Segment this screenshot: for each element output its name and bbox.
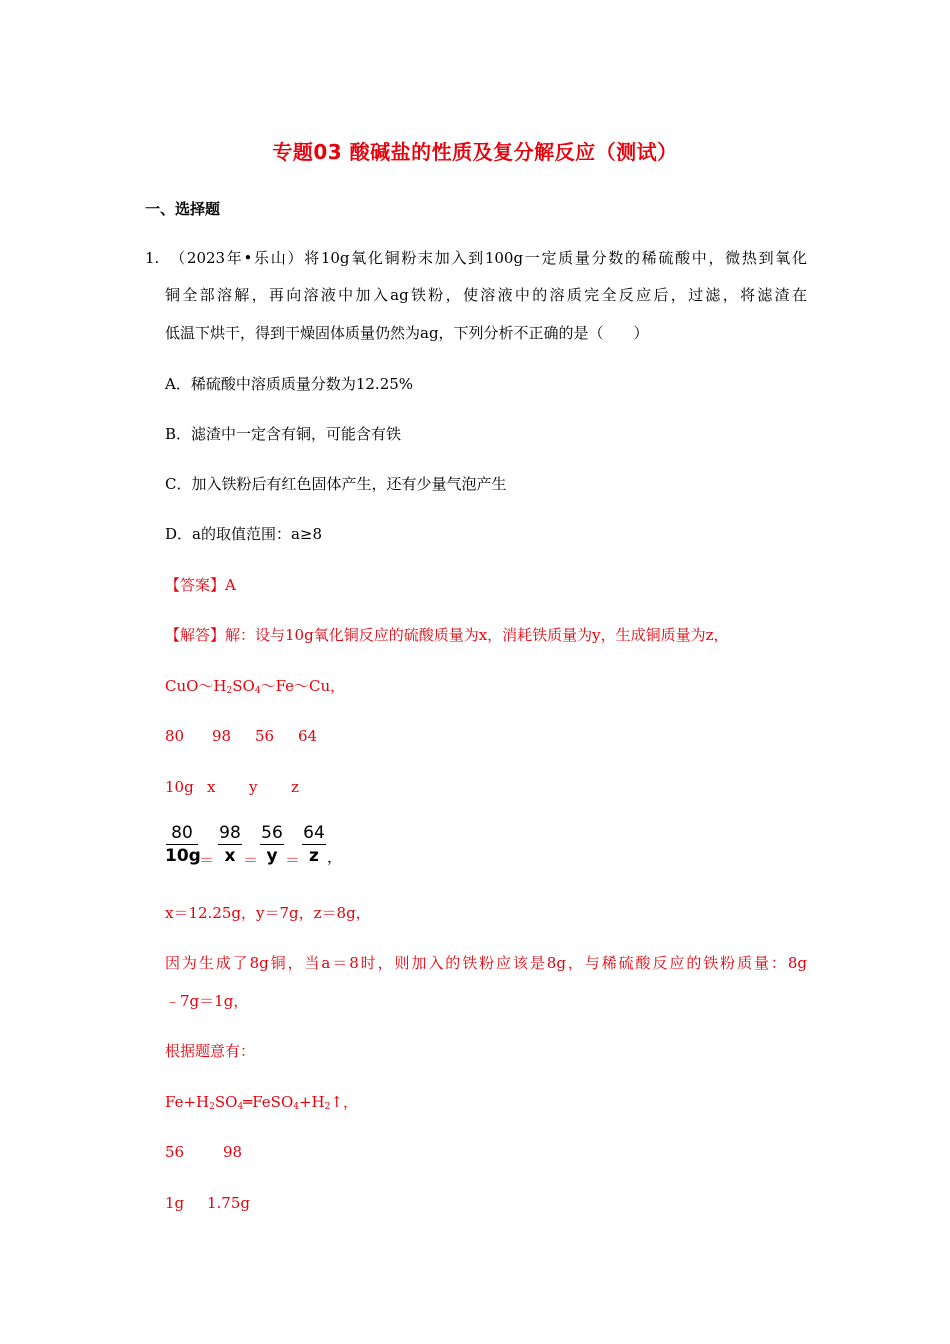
fraction-2 — [217, 822, 243, 867]
unknown-z: z — [291, 778, 299, 796]
value-fe: 1g — [165, 1194, 185, 1212]
mass-h2so4-2: 98 — [223, 1143, 243, 1161]
option-b: B．滤渣中一定含有铜，可能含有铁 — [165, 425, 402, 443]
proportion-fractions — [165, 822, 365, 872]
eq2-part-e: ↑， — [330, 1093, 358, 1111]
eq2-sub-4: 2 — [324, 1102, 331, 1112]
fraction-comma: ， — [327, 848, 343, 866]
value-h2so4: 1.75g — [207, 1194, 251, 1212]
equals-sign-3: ＝ — [285, 851, 301, 869]
mass-cuo: 80 — [165, 727, 185, 745]
equals-sign-2: ＝ — [243, 851, 259, 869]
solution-intro: 【解答】解：设与10g氧化铜反应的硫酸质量为x，消耗铁质量为y，生成铜质量为z， — [165, 626, 729, 644]
eq1-part-b: SO — [232, 677, 255, 695]
fraction-4-numerator: 64 — [303, 823, 325, 843]
eq2-sub-3: 4 — [293, 1102, 299, 1112]
page-title: 专题03 酸碱盐的性质及复分解反应（测试） — [272, 140, 678, 164]
reaction-equation — [165, 1092, 358, 1112]
fraction-3 — [259, 822, 285, 867]
fraction-1 — [165, 822, 199, 867]
relation-equation — [165, 676, 345, 696]
option-d: D．a的取值范围：a≥8 — [165, 525, 323, 543]
mass-fe: 56 — [255, 727, 275, 745]
equals-sign-1: ＝ — [199, 851, 215, 869]
eq1-part-a: CuO～H — [165, 677, 227, 695]
molar-mass-row — [165, 726, 317, 746]
reaction-value-row — [165, 1193, 250, 1213]
unknown-y: y — [249, 778, 258, 796]
mass-cu: 64 — [298, 727, 318, 745]
question-line-1: 1. （2023年•乐山）将10g氧化铜粉末加入到100g一定质量分数的稀硫酸中，微热到氧化 — [145, 249, 807, 267]
question-line-3: 低温下烘干，得到干燥固体质量仍然为ag，下列分析不正确的是（ ） — [165, 324, 649, 342]
eq2-part-d: +H — [298, 1093, 325, 1111]
fraction-2-denominator: x — [224, 846, 236, 866]
fraction-3-denominator: y — [266, 846, 278, 866]
fraction-4-denominator: z — [309, 846, 319, 866]
eq2-sub-2: 4 — [237, 1102, 244, 1112]
unknown-x: x — [207, 778, 216, 796]
eq2-part-b: SO — [214, 1093, 238, 1111]
results-line: x＝12.25g，y＝7g，z＝8g， — [165, 904, 371, 922]
eq1-sub-2: 4 — [254, 686, 261, 696]
eq2-part-c: ═FeSO — [243, 1093, 294, 1111]
eq2-part-a: Fe+H — [165, 1093, 210, 1111]
option-a: A．稀硫酸中溶质质量分数为12.25% — [165, 375, 414, 393]
eq1-sub-1: 2 — [226, 686, 233, 696]
mass-fe-2: 56 — [165, 1143, 185, 1161]
fraction-1-numerator: 80 — [171, 823, 193, 843]
eq1-part-c: ～Fe～Cu， — [260, 677, 346, 695]
fraction-3-numerator: 56 — [261, 823, 283, 843]
reaction-mass-row — [165, 1142, 242, 1162]
fraction-2-numerator: 98 — [219, 823, 241, 843]
section-heading: 一、选择题 — [145, 200, 221, 218]
unknowns-row — [165, 777, 299, 797]
eq2-sub-1: 2 — [209, 1102, 215, 1112]
explanation-line-1: 因为生成了8g铜，当a＝8时，则加入的铁粉应该是8g，与稀硫酸反应的铁粉质量：8g — [165, 954, 807, 972]
mass-h2so4: 98 — [212, 727, 232, 745]
explanation-line-2: ﹣7g＝1g， — [165, 992, 249, 1010]
option-c: C．加入铁粉后有红色固体产生，还有少量气泡产生 — [165, 475, 507, 493]
basis-line: 根据题意有： — [165, 1042, 256, 1060]
answer-label: 【答案】A — [165, 576, 236, 594]
fraction-4 — [301, 822, 327, 867]
unknown-cuo: 10g — [165, 778, 194, 796]
question-line-2: 铜全部溶解，再向溶液中加入ag铁粉，使溶液中的溶质完全反应后，过滤，将滤渣在 — [165, 286, 807, 304]
fraction-1-denominator: 10g — [165, 846, 201, 866]
